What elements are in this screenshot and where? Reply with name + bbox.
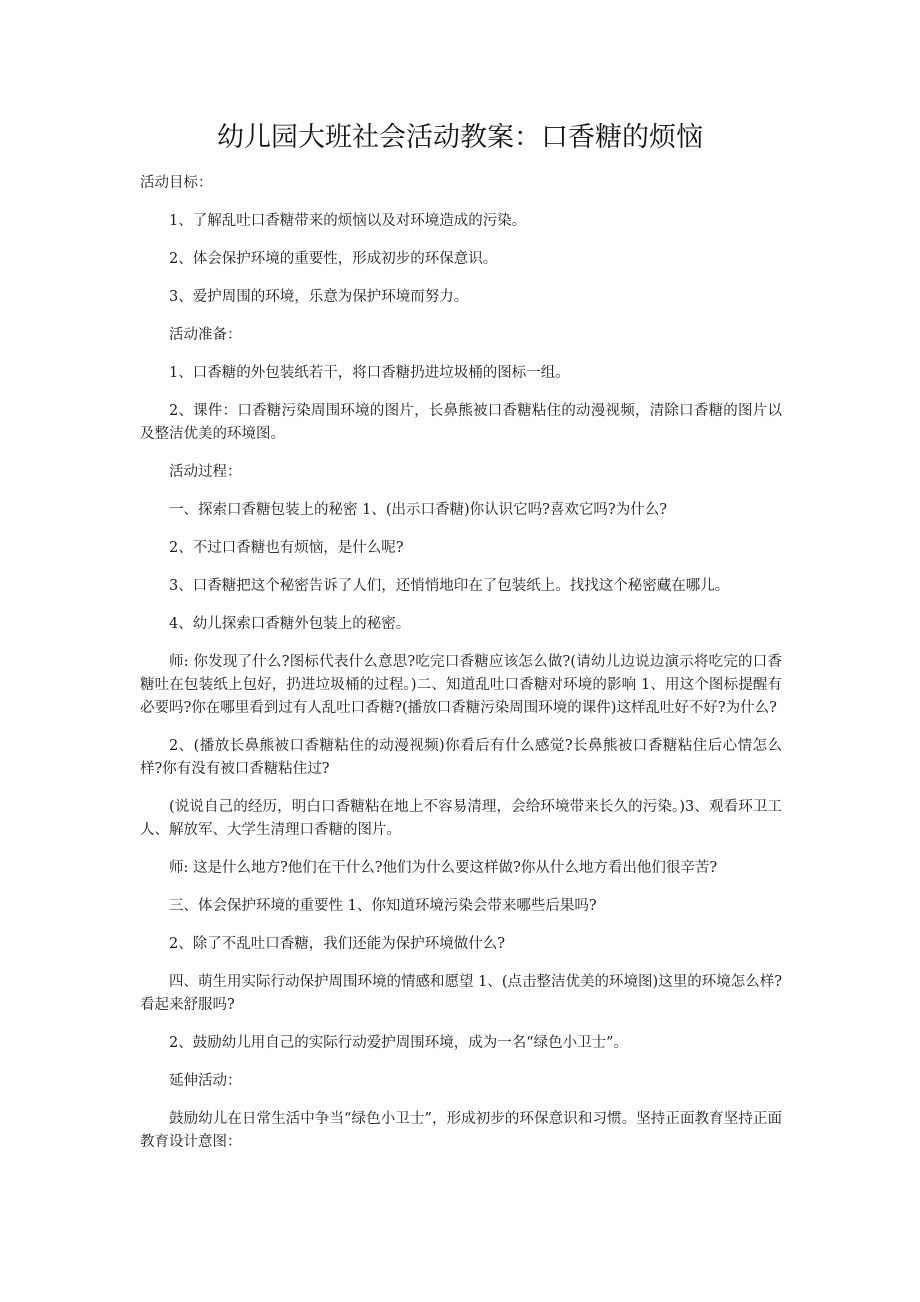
paragraph: 2、(播放长鼻熊被口香糖粘住的动漫视频)你看后有什么感觉?长鼻熊被口香糖粘住后心情怎么样?你有没有被口香糖粘住过? [140, 738, 782, 777]
paragraph: 4、幼儿探索口香糖外包装上的秘密。 [169, 616, 411, 632]
document-body [140, 172, 782, 1169]
paragraph: 2、除了不乱吐口香糖，我们还能为保护环境做什么? [169, 936, 505, 952]
paragraph: 1、口香糖的外包装纸若干，将口香糖扔进垃圾桶的图标一组。 [169, 365, 570, 381]
section-heading-process: 活动过程： [169, 464, 242, 480]
paragraph: 2、鼓励幼儿用自己的实际行动爱护周围环境，成为一名“绿色小卫士”。 [169, 1035, 629, 1051]
paragraph: 一、探索口香糖包装上的秘密 1、(出示口香糖)你认识它吗?喜欢它吗?为什么? [169, 502, 667, 518]
paragraph: 2、课件：口香糖污染周围环境的图片，长鼻熊被口香糖粘住的动漫视频，清除口香糖的图片以及整洁优美的环境图。 [140, 403, 782, 442]
paragraph: 三、体会保护环境的重要性 1、你知道环境污染会带来哪些后果吗? [169, 898, 597, 914]
paragraph: 3、爱护周围的环境，乐意为保护环境而努力。 [169, 289, 469, 305]
paragraph: 2、体会保护环境的重要性，形成初步的环保意识。 [169, 251, 498, 267]
paragraph: (说说自己的经历，明白口香糖粘在地上不容易清理，会给环境带来长久的污染。)3、观看环卫工人、解放军、大学生清理口香糖的图片。 [140, 799, 782, 838]
paragraph: 鼓励幼儿在日常生活中争当“绿色小卫士”，形成初步的环保意识和习惯。坚持正面教育坚持正面教育设计意图： [140, 1111, 782, 1150]
section-heading-preparation: 活动准备： [169, 327, 242, 343]
paragraph: 2、不过口香糖也有烦恼，是什么呢? [169, 540, 404, 556]
section-heading-extension: 延伸活动： [169, 1073, 242, 1089]
paragraph: 师: 你发现了什么?图标代表什么意思?吃完口香糖应该怎么做?(请幼儿边说边演示将吃完的口香糖吐在包装纸上包好，扔进垃圾桶的过程。)二、知道乱吐口香糖对环境的影响 1、用这个图标提醒有必要吗?你在哪里看到过有人乱吐口香糖?(播放口香糖污染周围环境的课件)这样乱吐好不好?为什么? [140, 654, 782, 716]
paragraph: 师: 这是什么地方?他们在干什么?他们为什么要这样做?你从什么地方看出他们很辛苦? [169, 860, 718, 876]
paragraph: 四、萌生用实际行动保护周围环境的情感和愿望 1、(点击整洁优美的环境图)这里的环境怎么样?看起来舒服吗? [140, 974, 782, 1013]
section-heading-goals: 活动目标： [140, 175, 213, 191]
paragraph: 3、口香糖把这个秘密告诉了人们，还悄悄地印在了包装纸上。找找这个秘密藏在哪儿。 [169, 578, 730, 594]
page-title: 幼儿园大班社会活动教案：口香糖的烦恼 [217, 122, 703, 153]
paragraph: 1、了解乱吐口香糖带来的烦恼以及对环境造成的污染。 [169, 213, 527, 229]
